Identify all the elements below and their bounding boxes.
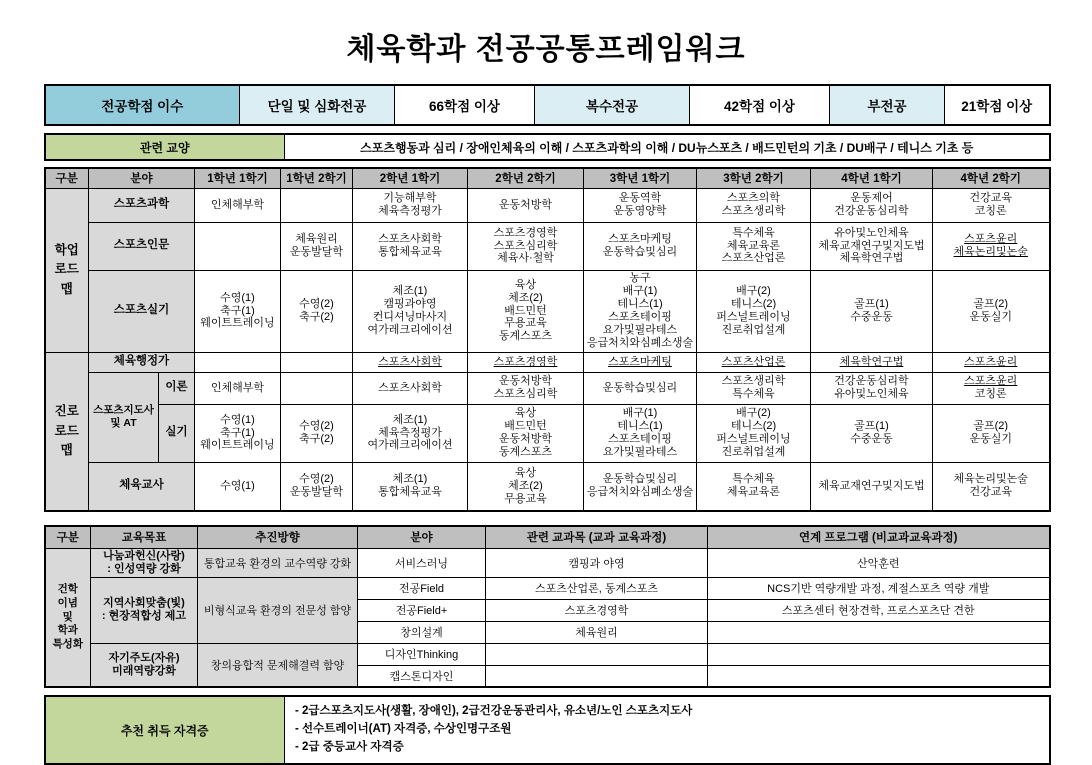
header-y3s2: 3학년 2학기 bbox=[697, 168, 811, 188]
course-cell: 운동역학 운동영양학 bbox=[584, 188, 697, 222]
course-cell: 기능해부학 체육측정평가 bbox=[353, 188, 468, 222]
row-label-pe-administrator: 체육행정가 bbox=[89, 352, 195, 372]
group-founding-philosophy: 건학 이념 및 학과 특성화 bbox=[45, 548, 91, 687]
single-intensive-major-cell: 단일 및 심화전공 bbox=[240, 85, 395, 125]
course-cell: 운동학습및심리 bbox=[584, 372, 697, 404]
goal-community-fit: 지역사회맞춤(빛) : 현장적합성 제고 bbox=[91, 577, 198, 643]
career-instructor-practice-row bbox=[45, 404, 1050, 462]
course-cell: 운동제어 건강운동심리학 bbox=[811, 188, 933, 222]
course-cell: 체육교재연구및지도법 bbox=[811, 462, 933, 511]
credit-row bbox=[45, 85, 1050, 125]
liberal-row bbox=[45, 134, 1050, 160]
row-label-pe-teacher: 체육교사 bbox=[89, 462, 195, 511]
minor-cell: 부전공 bbox=[830, 85, 945, 125]
course-cell: 수영(1) 축구(1) 웨이트트레이닝 bbox=[195, 270, 281, 352]
field-cell: 창의설계 bbox=[358, 621, 486, 643]
course-cell: 골프(1) 수중운동 bbox=[811, 270, 933, 352]
course-cell: 배구(1) 테니스(1) 스포츠테이핑 요가및필라테스 bbox=[584, 404, 697, 462]
programs-cell: 산악훈련 bbox=[708, 548, 1050, 577]
sublabel-theory: 이론 bbox=[159, 372, 195, 404]
direction-cell: 비형식교육 환경의 전문성 함양 bbox=[198, 577, 358, 643]
course-cell: 육상 체조(2) 무용교육 bbox=[468, 462, 584, 511]
course-cell: 스포츠윤리 코칭론 bbox=[933, 372, 1050, 404]
liberal-label-cell: 관련 교양 bbox=[45, 134, 285, 160]
direction-cell: 창의융합적 문제해결력 함양 bbox=[198, 643, 358, 687]
certs-label-cell: 추천 취득 자격증 bbox=[45, 696, 285, 763]
liberal-content-cell: 스포츠행동과 심리 / 장애인체육의 이해 / 스포츠과학의 이해 / DU뉴스포츠 / 배드민턴의 기초 / DU배구 / 테니스 기초 등 bbox=[285, 134, 1050, 160]
row-label-sports-science: 스포츠과학 bbox=[89, 188, 195, 222]
goal-sharing-devotion: 나눔과헌신(사랑) : 인성역량 강화 bbox=[91, 548, 198, 577]
header-gubun: 구분 bbox=[45, 168, 89, 188]
course-cell: 수영(1) 축구(1) 웨이트트레이닝 bbox=[195, 404, 281, 462]
credit-requirements-bar bbox=[44, 84, 1051, 126]
subjects-cell bbox=[486, 643, 708, 665]
academic-sports-science-row bbox=[45, 188, 1050, 222]
course-cell: 스포츠사회학 통합체육교육 bbox=[353, 222, 468, 270]
course-cell: 인체해부학 bbox=[195, 372, 281, 404]
course-cell: 체조(1) 통합체육교육 bbox=[353, 462, 468, 511]
header-y1s2: 1학년 2학기 bbox=[281, 168, 353, 188]
programs-cell bbox=[708, 621, 1050, 643]
goals-row bbox=[45, 548, 1050, 577]
header-y3s1: 3학년 1학기 bbox=[584, 168, 697, 188]
career-administrator-row bbox=[45, 352, 1050, 372]
course-cell: 유아및노인체육 체육교재연구및지도법 체육학연구법 bbox=[811, 222, 933, 270]
page bbox=[44, 0, 1049, 765]
course-cell: 특수체육 체육교육론 스포츠산업론 bbox=[697, 222, 811, 270]
row-label-sports-humanities: 스포츠인문 bbox=[89, 222, 195, 270]
course-cell: 골프(2) 운동실기 bbox=[933, 270, 1050, 352]
course-cell: 특수체육 체육교육론 bbox=[697, 462, 811, 511]
academic-sports-humanities-row bbox=[45, 222, 1050, 270]
subjects-cell: 스포츠경영학 bbox=[486, 599, 708, 621]
direction-cell: 통합교육 환경의 교수역량 강화 bbox=[198, 548, 358, 577]
course-cell: 스포츠사회학 bbox=[353, 352, 468, 372]
course-cell bbox=[281, 188, 353, 222]
course-cell: 스포츠마케팅 운동학습및심리 bbox=[584, 222, 697, 270]
course-cell: 스포츠경영학 스포츠심리학 체육사·철학 bbox=[468, 222, 584, 270]
goals-row bbox=[45, 577, 1050, 599]
certificates-bar bbox=[44, 695, 1051, 764]
course-cell: 체조(1) 체육측정평가 여가레크리에이션 bbox=[353, 404, 468, 462]
goals-header-direction: 추진방향 bbox=[198, 526, 358, 548]
career-instructor-theory-row bbox=[45, 372, 1050, 404]
goals-table bbox=[44, 525, 1051, 688]
header-y4s1: 4학년 1학기 bbox=[811, 168, 933, 188]
course-cell: 스포츠마케팅 bbox=[584, 352, 697, 372]
course-cell: 스포츠윤리 체육논리및논술 bbox=[933, 222, 1050, 270]
subjects-cell bbox=[486, 665, 708, 687]
sublabel-practice: 실기 bbox=[159, 404, 195, 462]
goal-self-directed: 자기주도(자유) 미래역량강화 bbox=[91, 643, 198, 687]
course-cell: 스포츠윤리 bbox=[933, 352, 1050, 372]
course-cell: 운동학습및심리 응급처치와심폐소생술 bbox=[584, 462, 697, 511]
course-cell: 수영(2) 운동발달학 bbox=[281, 462, 353, 511]
double-major-credits-cell: 42학점 이상 bbox=[690, 85, 830, 125]
course-cell: 체육논리및논술 건강교육 bbox=[933, 462, 1050, 511]
row-label-sports-instructor-at: 스포츠지도사 및 AT bbox=[89, 372, 159, 462]
course-cell bbox=[281, 372, 353, 404]
header-y2s2: 2학년 2학기 bbox=[468, 168, 584, 188]
header-y1s1: 1학년 1학기 bbox=[195, 168, 281, 188]
header-y4s2: 4학년 2학기 bbox=[933, 168, 1050, 188]
course-cell: 스포츠산업론 bbox=[697, 352, 811, 372]
goals-header-field: 분야 bbox=[358, 526, 486, 548]
goals-header-gubun: 구분 bbox=[45, 526, 91, 548]
goals-header-goal: 교육목표 bbox=[91, 526, 198, 548]
subjects-cell: 캠핑과 야영 bbox=[486, 548, 708, 577]
course-cell: 체조(1) 캠핑과야영 컨디셔닝마사지 여가레크리에이션 bbox=[353, 270, 468, 352]
related-liberal-arts-bar bbox=[44, 133, 1051, 161]
minor-credits-cell: 21학점 이상 bbox=[945, 85, 1050, 125]
subjects-cell: 스포츠산업론, 동계스포츠 bbox=[486, 577, 708, 599]
course-cell: 수영(2) 축구(2) bbox=[281, 270, 353, 352]
roadmap-header-row bbox=[45, 168, 1050, 188]
course-cell: 운동처방학 스포츠심리학 bbox=[468, 372, 584, 404]
subjects-cell: 체육원리 bbox=[486, 621, 708, 643]
course-cell: 체육학연구법 bbox=[811, 352, 933, 372]
academic-sports-practice-row bbox=[45, 270, 1050, 352]
header-bunya: 분야 bbox=[89, 168, 195, 188]
group-academic-roadmap: 학업 로드 맵 bbox=[45, 188, 89, 352]
credit-header-cell: 전공학점 이수 bbox=[45, 85, 240, 125]
course-cell: 스포츠사회학 bbox=[353, 372, 468, 404]
single-major-credits-cell: 66학점 이상 bbox=[395, 85, 535, 125]
course-cell: 운동처방학 bbox=[468, 188, 584, 222]
course-cell: 배구(2) 테니스(2) 퍼스널트레이닝 진로취업설계 bbox=[697, 270, 811, 352]
group-career-roadmap: 진로 로드 맵 bbox=[45, 352, 89, 511]
goals-header-subjects: 관련 교과목 (교과 교육과정) bbox=[486, 526, 708, 548]
course-cell: 스포츠생리학 특수체육 bbox=[697, 372, 811, 404]
course-cell bbox=[195, 352, 281, 372]
programs-cell bbox=[708, 643, 1050, 665]
goals-header-programs: 연계 프로그램 (비교과교육과정) bbox=[708, 526, 1050, 548]
course-cell: 체육원리 운동발달학 bbox=[281, 222, 353, 270]
field-cell: 전공Field+ bbox=[358, 599, 486, 621]
course-cell: 수영(2) 축구(2) bbox=[281, 404, 353, 462]
course-cell: 인체해부학 bbox=[195, 188, 281, 222]
course-cell: 육상 배드민턴 운동처방학 동계스포츠 bbox=[468, 404, 584, 462]
header-y2s1: 2학년 1학기 bbox=[353, 168, 468, 188]
course-cell: 농구 배구(1) 테니스(1) 스포츠테이핑 요가및필라테스 응급처치와심폐소생술 bbox=[584, 270, 697, 352]
goals-header-row bbox=[45, 526, 1050, 548]
field-cell: 디자인Thinking bbox=[358, 643, 486, 665]
roadmap-table bbox=[44, 167, 1051, 512]
course-cell: 스포츠경영학 bbox=[468, 352, 584, 372]
course-cell: 건강교육 코칭론 bbox=[933, 188, 1050, 222]
career-pe-teacher-row bbox=[45, 462, 1050, 511]
field-cell: 전공Field bbox=[358, 577, 486, 599]
course-cell: 배구(2) 테니스(2) 퍼스널트레이닝 진로취업설계 bbox=[697, 404, 811, 462]
programs-cell bbox=[708, 665, 1050, 687]
course-cell bbox=[281, 352, 353, 372]
certs-row bbox=[45, 696, 1050, 763]
row-label-sports-practice: 스포츠실기 bbox=[89, 270, 195, 352]
course-cell: 육상 체조(2) 배드민턴 무용교육 동계스포츠 bbox=[468, 270, 584, 352]
goals-row bbox=[45, 643, 1050, 665]
field-cell: 서비스러닝 bbox=[358, 548, 486, 577]
field-cell: 캡스톤디자인 bbox=[358, 665, 486, 687]
certs-content-cell: - 2급스포츠지도사(생활, 장애인), 2급건강운동관리사, 유소년/노인 스포츠지도사 - 선수트레이너(AT) 자격증, 수상인명구조원 - 2급 중등교사 자격증 bbox=[285, 696, 1050, 763]
course-cell bbox=[195, 222, 281, 270]
course-cell: 건강운동심리학 유아및노인체육 bbox=[811, 372, 933, 404]
course-cell: 수영(1) bbox=[195, 462, 281, 511]
course-cell: 골프(1) 수중운동 bbox=[811, 404, 933, 462]
course-cell: 골프(2) 운동실기 bbox=[933, 404, 1050, 462]
programs-cell: 스포츠센터 현장견학, 프로스포츠단 견한 bbox=[708, 599, 1050, 621]
programs-cell: NCS기반 역량개발 과정, 계절스포츠 역량 개발 bbox=[708, 577, 1050, 599]
double-major-cell: 복수전공 bbox=[535, 85, 690, 125]
course-cell: 스포츠의학 스포츠생리학 bbox=[697, 188, 811, 222]
page-title: 체육학과 전공공통프레임워크 bbox=[346, 33, 746, 66]
